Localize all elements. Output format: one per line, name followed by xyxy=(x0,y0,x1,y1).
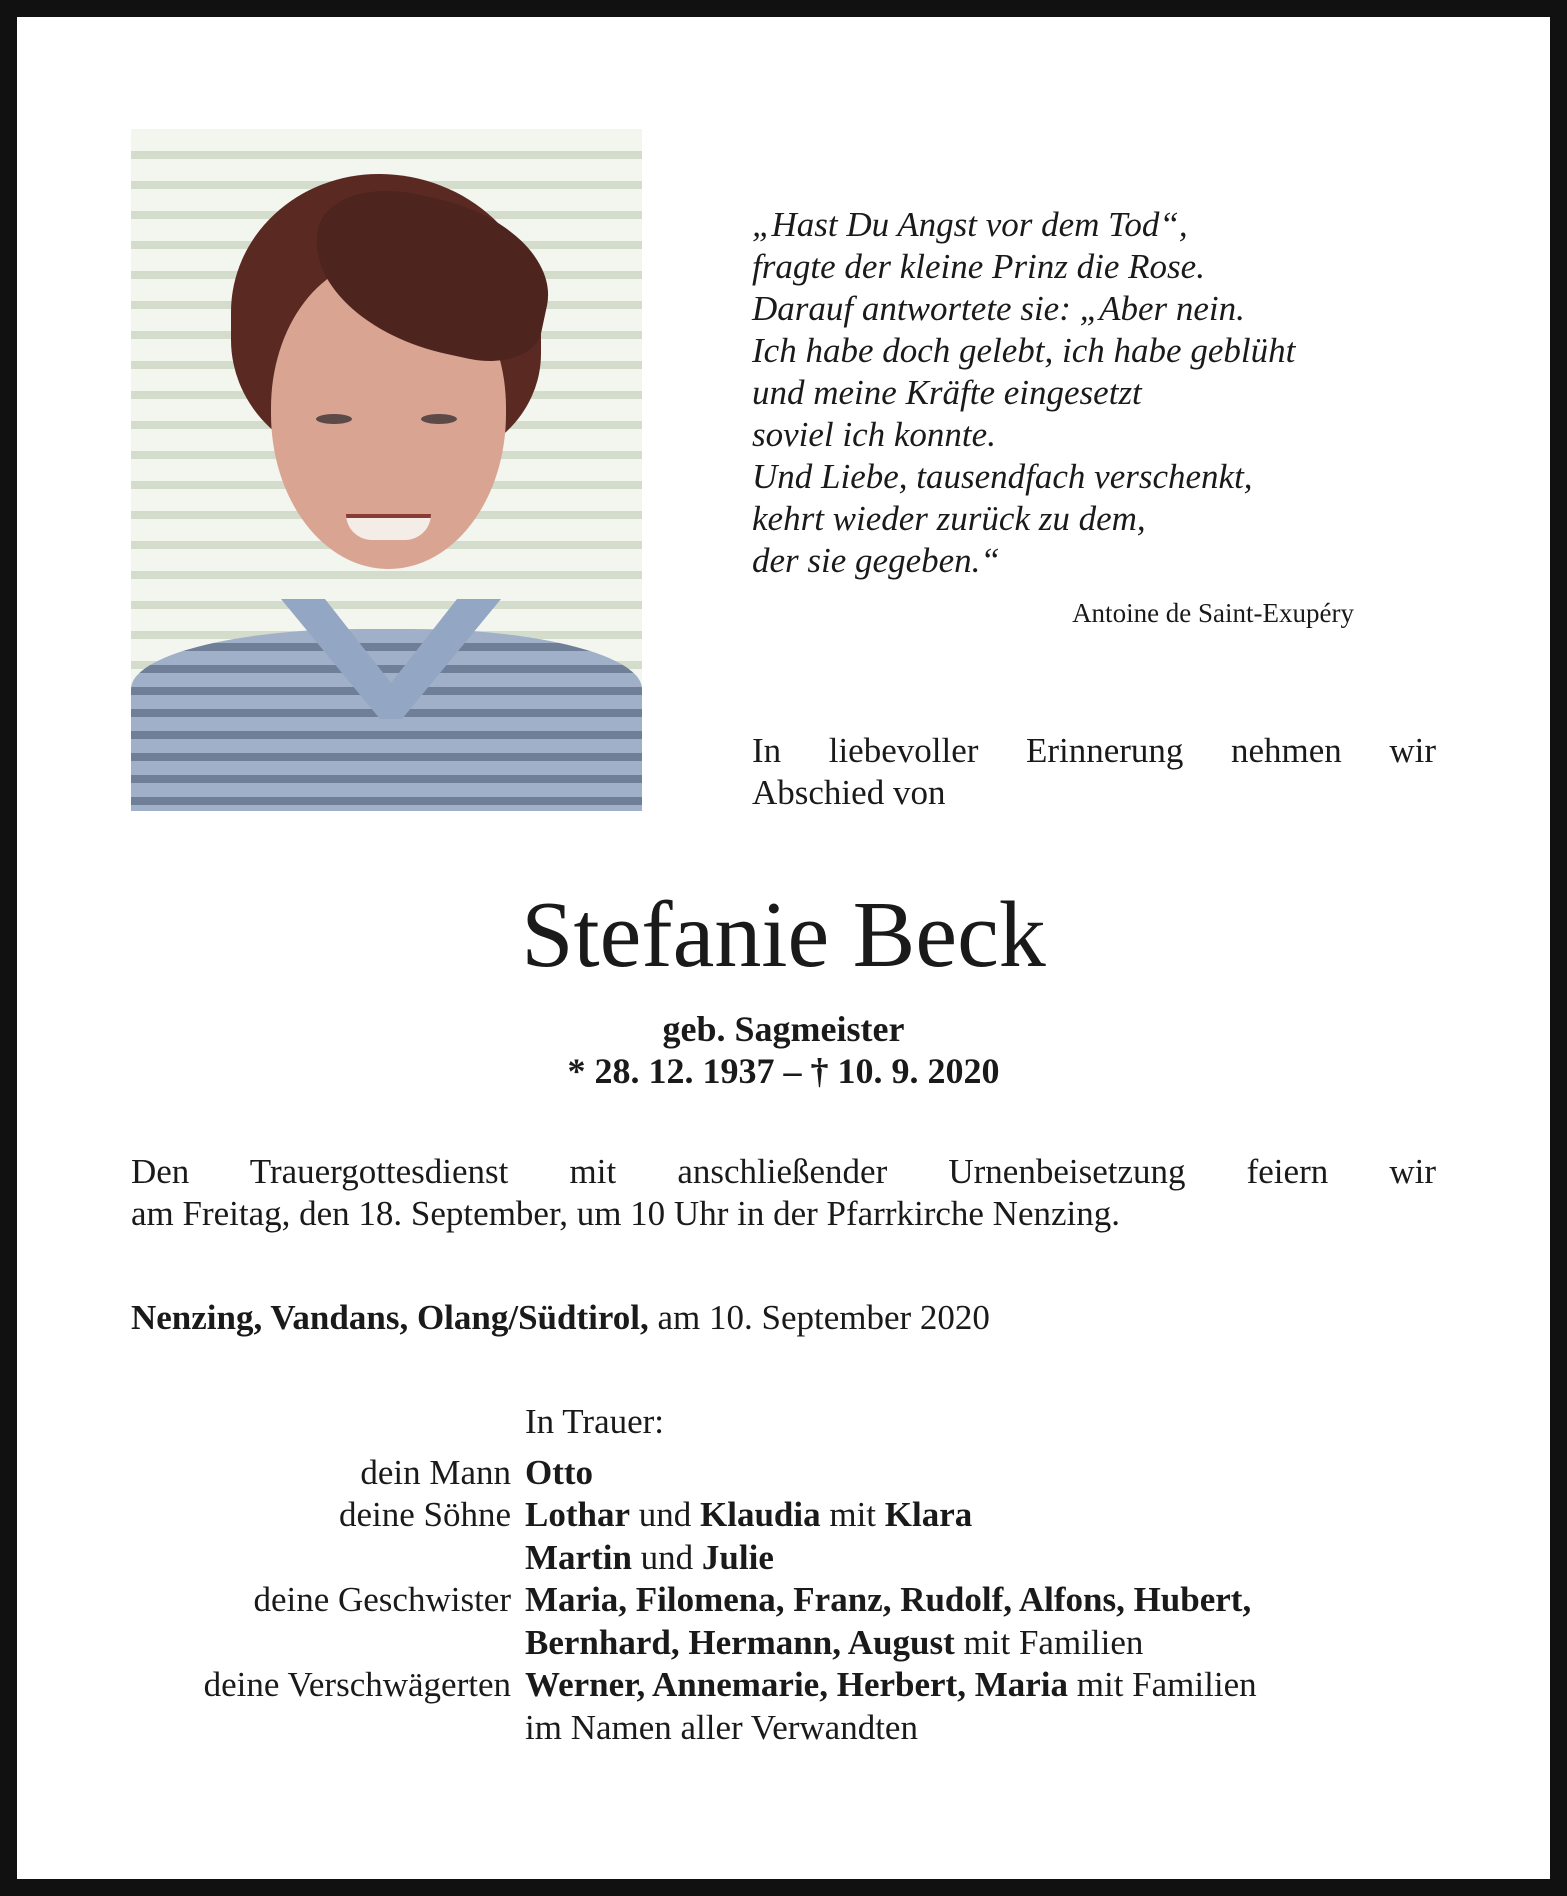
quote-line: der sie gegeben.“ xyxy=(752,541,1000,580)
relation-label xyxy=(131,1622,525,1665)
quote-line: und meine Kräfte eingesetzt xyxy=(752,373,1142,412)
connector-text: mit xyxy=(820,1495,885,1534)
date: am 10. September 2020 xyxy=(657,1298,990,1337)
deceased-name: Stefanie Beck xyxy=(521,883,1046,987)
mourner-name: Klaudia xyxy=(700,1495,821,1534)
quote-line: soviel ich konnte. xyxy=(752,415,996,454)
mourner-row xyxy=(131,1494,1451,1537)
mourner-names xyxy=(525,1537,1451,1580)
mourners-heading: In Trauer: xyxy=(525,1402,665,1441)
intro-text xyxy=(752,730,1436,814)
mourner-name: Bernhard, Hermann, August xyxy=(525,1622,955,1662)
mourner-names xyxy=(525,1452,1451,1495)
mourner-row xyxy=(131,1579,1451,1622)
relation-label: deine Geschwister xyxy=(253,1580,511,1619)
mourner-name: Martin xyxy=(525,1537,632,1577)
mourner-names xyxy=(525,1622,1451,1665)
mourner-name: Klara xyxy=(884,1495,973,1534)
service-announcement xyxy=(131,1151,1436,1235)
quote-line: Und Liebe, tausendfach verschenkt, xyxy=(752,457,1253,496)
connector-text: und xyxy=(630,1495,700,1534)
connector-text: mit Familien xyxy=(954,1622,1144,1662)
mourner-name: Maria, Filomena, Franz, Rudolf, Alfons, Hubert, xyxy=(525,1580,1252,1619)
mourner-name: Otto xyxy=(525,1452,594,1492)
relation-label: deine Verschwägerten xyxy=(203,1665,511,1704)
mourner-row xyxy=(131,1537,1451,1580)
connector-text: mit Familien xyxy=(1068,1665,1257,1704)
quote-author: Antoine de Saint-Exupéry xyxy=(1072,598,1354,628)
mourner-row xyxy=(131,1452,1451,1495)
relation-label: dein Mann xyxy=(360,1452,511,1492)
intro-line-2: Abschied von xyxy=(752,773,946,812)
connector-text: im Namen aller Verwandten xyxy=(525,1707,918,1747)
quote-line: „Hast Du Angst vor dem Tod“, xyxy=(752,205,1188,244)
quote-text xyxy=(752,204,1295,582)
mourner-names xyxy=(525,1664,1451,1707)
place-date xyxy=(131,1297,990,1339)
mourner-names xyxy=(525,1707,1451,1750)
quote-line: fragte der kleine Prinz die Rose. xyxy=(752,247,1205,286)
mourner-name: Lothar xyxy=(525,1495,630,1534)
service-line-2: am Freitag, den 18. September, um 10 Uhr in der Pfarrkirche Nenzing. xyxy=(131,1194,1121,1233)
relation-label: deine Söhne xyxy=(338,1495,511,1534)
mourner-row xyxy=(131,1622,1451,1665)
mourner-name: Julie xyxy=(701,1537,774,1577)
places: Nenzing, Vandans, Olang/Südtirol, xyxy=(131,1298,649,1337)
mourner-row xyxy=(131,1707,1451,1750)
mourner-names xyxy=(525,1494,1451,1537)
mourner-names xyxy=(525,1579,1451,1622)
portrait-photo xyxy=(131,129,642,811)
quote-line: Ich habe doch gelebt, ich habe geblüht xyxy=(752,331,1296,370)
mourner-row xyxy=(131,1664,1451,1707)
quote-line: kehrt wieder zurück zu dem, xyxy=(752,499,1146,538)
intro-line-1: In liebevoller Erinnerung nehmen wir xyxy=(752,731,1436,770)
service-line-1: Den Trauergottesdienst mit anschließender Urnenbeisetzung feiern wir xyxy=(131,1152,1436,1191)
relation-label xyxy=(131,1707,525,1750)
connector-text: und xyxy=(631,1537,702,1577)
life-dates: * 28. 12. 1937 – † 10. 9. 2020 xyxy=(567,1051,1000,1091)
relation-label xyxy=(131,1537,525,1580)
birth-name: geb. Sagmeister xyxy=(662,1009,905,1049)
mourners-list xyxy=(131,1401,1451,1749)
quote-line: Darauf antwortete sie: „Aber nein. xyxy=(752,289,1245,328)
mourner-name: Werner, Annemarie, Herbert, Maria xyxy=(525,1665,1068,1704)
